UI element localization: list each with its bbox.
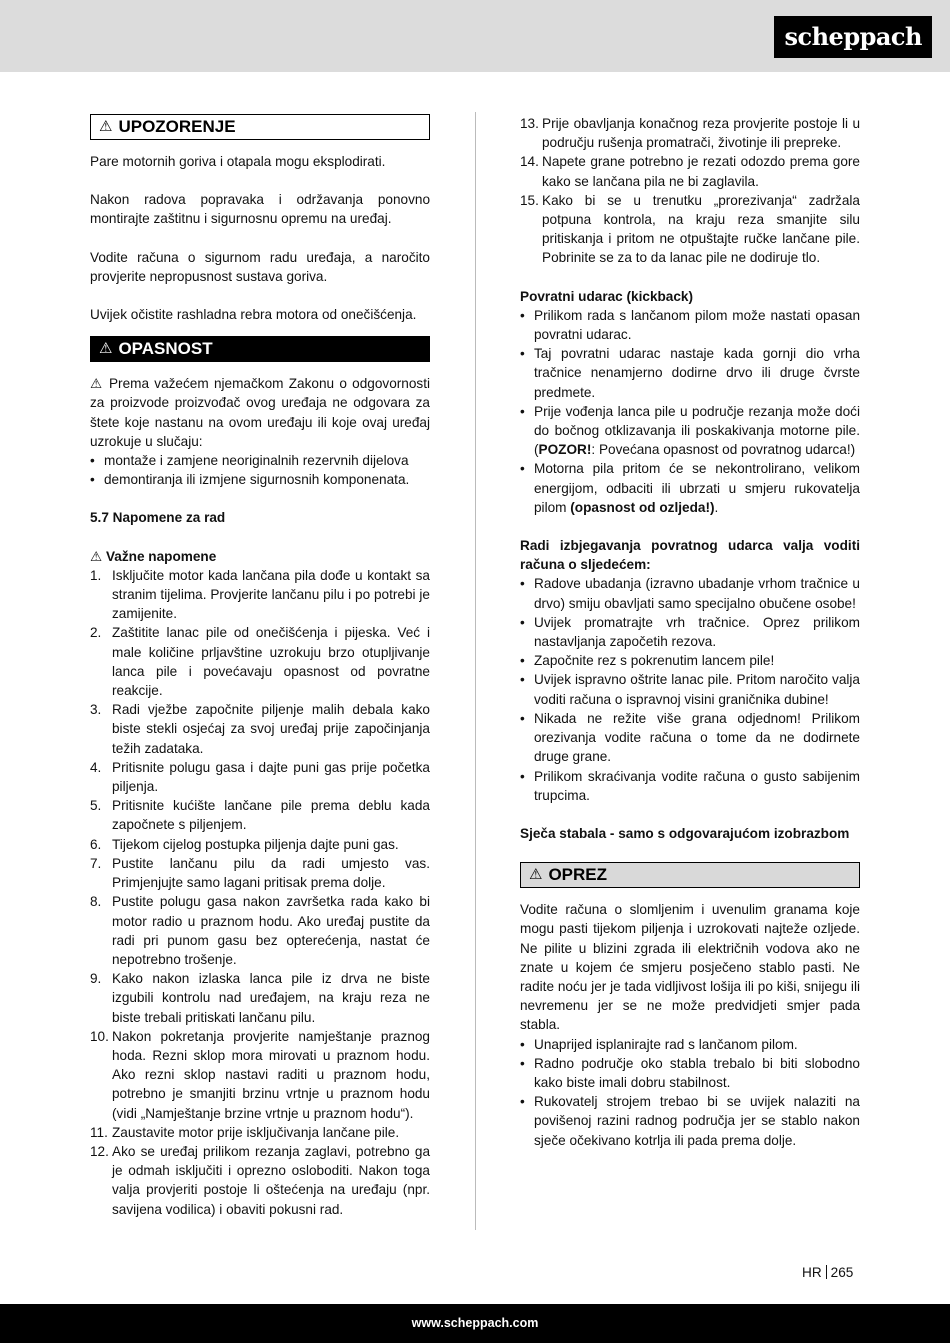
list-item: 14. Napete grane potrebno je rezati odozdo prema gore kako se lančana pila ne bi zaglavila.	[520, 154, 860, 189]
list-item: 10. Nakon pokretanja provjerite namještanje praznog hoda. Rezni sklop mora mirovati u praznom hodu. Ako rezni sklop nastavi raditi u praznom hodu, potrebno je smanjiti brzinu vrtnje u praznom hodu (vidi „Namještanje brzine vrtnje u praznom hodu“).	[90, 1028, 430, 1121]
danger-title: OPASNOST	[118, 339, 213, 359]
list-item: 2. Zaštitite lanac pile od onečišćenja i pijeska. Već i male količine prljavštine uzrokuju brzo otupljivanje lanca pile i povećavaju opasnost od povratne reakcije.	[90, 625, 430, 699]
warning-para-1: Pare motornih goriva i otapala mogu eksplodirati.	[90, 154, 386, 169]
list-item: 4. Pritisnite polugu gasa i dajte puni gas prije početka piljenja.	[90, 759, 430, 795]
column-divider	[475, 112, 476, 1230]
list-item: • Radove ubadanja (izravno ubadanje vrhom tračnice u drvo) smiju obavljati samo specijalno obučene osobe!	[520, 574, 860, 612]
kickback-list	[520, 306, 860, 517]
list-item: • Unaprijed isplanirajte rad s lančanom pilom.	[520, 1035, 860, 1054]
list-item: 6. Tijekom cijelog postupka piljenja dajte puni gas.	[90, 836, 399, 852]
danger-box	[90, 336, 430, 362]
list-item: • Rukovatelj strojem trebao bi se uvijek nalaziti na povišenoj razini radnog područja jer se stablo nakon sječe očekivano kotrlja ili pada prema dolje.	[520, 1092, 860, 1150]
list-item: 11. Zaustavite motor prije isključivanja lančane pile.	[90, 1124, 400, 1140]
left-column	[90, 114, 430, 1219]
caution-title: OPREZ	[548, 865, 608, 885]
kickback-title: Povratni udarac (kickback)	[520, 288, 694, 304]
warning-triangle-icon: ⚠	[90, 376, 104, 392]
list-item: • montaže i zamjene neoriginalnih rezervnih dijelova	[90, 451, 430, 470]
warning-title: UPOZORENJE	[118, 117, 236, 136]
list-item: 9. Kako nakon izlaska lanca pile iz drva ne biste izgubili kontrolu nad uređajem, na kraju reza ne biste trebali pritiskati lančanu pilu.	[90, 971, 430, 1025]
avoid-title: Radi izbjegavanja povratnog udarca valja voditi računa o sljedećem:	[520, 538, 860, 573]
list-item: 13. Prije obavljanja konačnog reza provjerite postoje li u području rušenja promatrači, životinje ili prepreke.	[520, 116, 860, 151]
caution-list	[520, 1035, 860, 1150]
felling-title: Sječa stabala - samo s odgovarajućom izobrazbom	[520, 825, 850, 841]
warning-box	[90, 114, 430, 140]
list-item: 5. Pritisnite kućište lančane pile prema deblu kada započnete s piljenjem.	[90, 798, 430, 833]
list-item: • Radno područje oko stabla trebalo bi biti slobodno kako biste imali dobru stabilnost.	[520, 1054, 860, 1092]
right-column	[520, 114, 860, 1150]
footer-bar	[0, 1304, 950, 1343]
warning-para-3: Vodite računa o sigurnom radu uređaja, a naročito provjerite nepropusnost sustava goriva.	[90, 249, 430, 284]
list-item: • Započnite rez s pokrenutim lancem pile!	[520, 651, 860, 670]
list-item: 7. Pustite lančanu pilu da radi umjesto vas. Primjenjujte samo lagani pritisak prema dolje.	[90, 855, 430, 891]
page-number-value: 265	[830, 1265, 854, 1280]
list-item: • Uvijek ispravno oštrite lanac pile. Pritom naročito valja voditi računa o ispravnoj visini graničnika dubine!	[520, 670, 860, 708]
website-url[interactable]: www.scheppach.com	[411, 1316, 539, 1330]
notes-list-continued	[520, 114, 860, 268]
header-bar	[0, 0, 950, 72]
list-item: • Nikada ne režite više grana odjednom! Prilikom orezivanja vodite računa o tome da ne dodirnete druge grane.	[520, 709, 860, 767]
warning-triangle-icon: ⚠	[529, 866, 543, 884]
notes-list	[90, 566, 430, 1219]
list-item: 1. Isključite motor kada lančana pila dođe u kontakt sa stranim tijelima. Provjerite lančanu pilu i po potrebi je zamijenite.	[90, 567, 430, 622]
list-item: • Prilikom rada s lančanom pilom može nastati opasan povratni udarac.	[520, 306, 860, 344]
warning-triangle-icon: ⚠	[99, 118, 113, 135]
list-item: 3. Radi vježbe započnite piljenje malih debala kako biste stekli osjećaj za svoj uređaj prije započinjanja težih zadataka.	[90, 702, 430, 756]
avoid-list	[520, 574, 860, 804]
warning-para-2: Nakon radova popravaka i održavanja ponovno montirajte zaštitnu i sigurnosnu opremu na uređaj.	[90, 192, 430, 227]
list-item: 15. Kako bi se u trenutku „prorezivanja“ zadržala potpuna kontrola, na kraju reza smanjite silu pritiskanja i pritom ne otpuštajte ručke lančane pile. Pobrinite se za to da lanac pile ne dodiruje tlo.	[520, 192, 860, 266]
warning-para-4: Uvijek očistite rashladna rebra motora od onečišćenja.	[90, 307, 417, 323]
section-title: 5.7 Napomene za rad	[90, 510, 226, 526]
list-item: • Prilikom skraćivanja vodite računa o gusto sabijenim trupcima.	[520, 767, 860, 805]
list-item: • Uvijek promatrajte vrh tračnice. Oprez prilikom nastavljanja započetih rezova.	[520, 613, 860, 651]
warning-triangle-icon: ⚠	[99, 340, 113, 358]
list-item: • Motorna pila pritom će se nekontrolirano, velikom energijom, odbaciti ili ubrzati u smjeru rukovatelja pilom (opasnost od ozljeda!).	[520, 459, 860, 517]
warning-triangle-icon: ⚠	[90, 548, 103, 564]
caution-para: Vodite računa o slomljenim i uvenulim granama koje mogu pasti tijekom piljenja i uzrokovati najteže ozljede. Ne pilite u blizini zgrada ili električnih vodova ako ne znate u kojem će smjeru posječeno stablo pasti. Ne radite noću jer je tada vidljivost lošija ili po kiši, snijegu ili nevremenu jer se ne može predvidjeti smjer pada stabla.	[520, 902, 860, 1033]
notes-title: ⚠ Važne napomene	[90, 548, 217, 564]
language-code: HR	[802, 1265, 822, 1280]
list-item: 12. Ako se uređaj prilikom rezanja zaglavi, potrebno ga je odmah isključiti i oprezno osloboditi. Nakon toga valja provjeriti postoje li oštećenja na uređaju (npr. savijena vodilica) i obaviti pokusni rad.	[90, 1143, 430, 1217]
list-item: • Taj povratni udarac nastaje kada gornji dio vrha tračnice nenamjerno dodirne drvo ili druge čvrste predmete.	[520, 344, 860, 402]
list-item: • demontiranja ili izmjene sigurnosnih komponenata.	[90, 470, 430, 489]
list-item: 8. Pustite polugu gasa nakon završetka rada kako bi motor radio u praznom hodu. Ako uređaj pustite da radi pri punom gasu bez opterećenja, nastat će nepotrebno trošenje.	[90, 894, 430, 967]
danger-list	[90, 451, 430, 489]
list-item: • Prije vođenja lanca pile u područje rezanja može doći do bočnog otklizavanja ili poskakivanja motorne pile. (POZOR!: Povećana opasnost od povratnog udarca!)	[520, 402, 860, 460]
brand-logo: scheppach	[774, 16, 932, 58]
page-number	[802, 1265, 853, 1280]
danger-para: ⚠ Prema važećem njemačkom Zakonu o odgovornosti za proizvode proizvođač ovog uređaja ne odgovara za štete koje nastanu na ovom uređaju ili koje ovaj uređaj uzrokuje u slučaju:	[90, 376, 431, 449]
caution-box	[520, 862, 860, 888]
